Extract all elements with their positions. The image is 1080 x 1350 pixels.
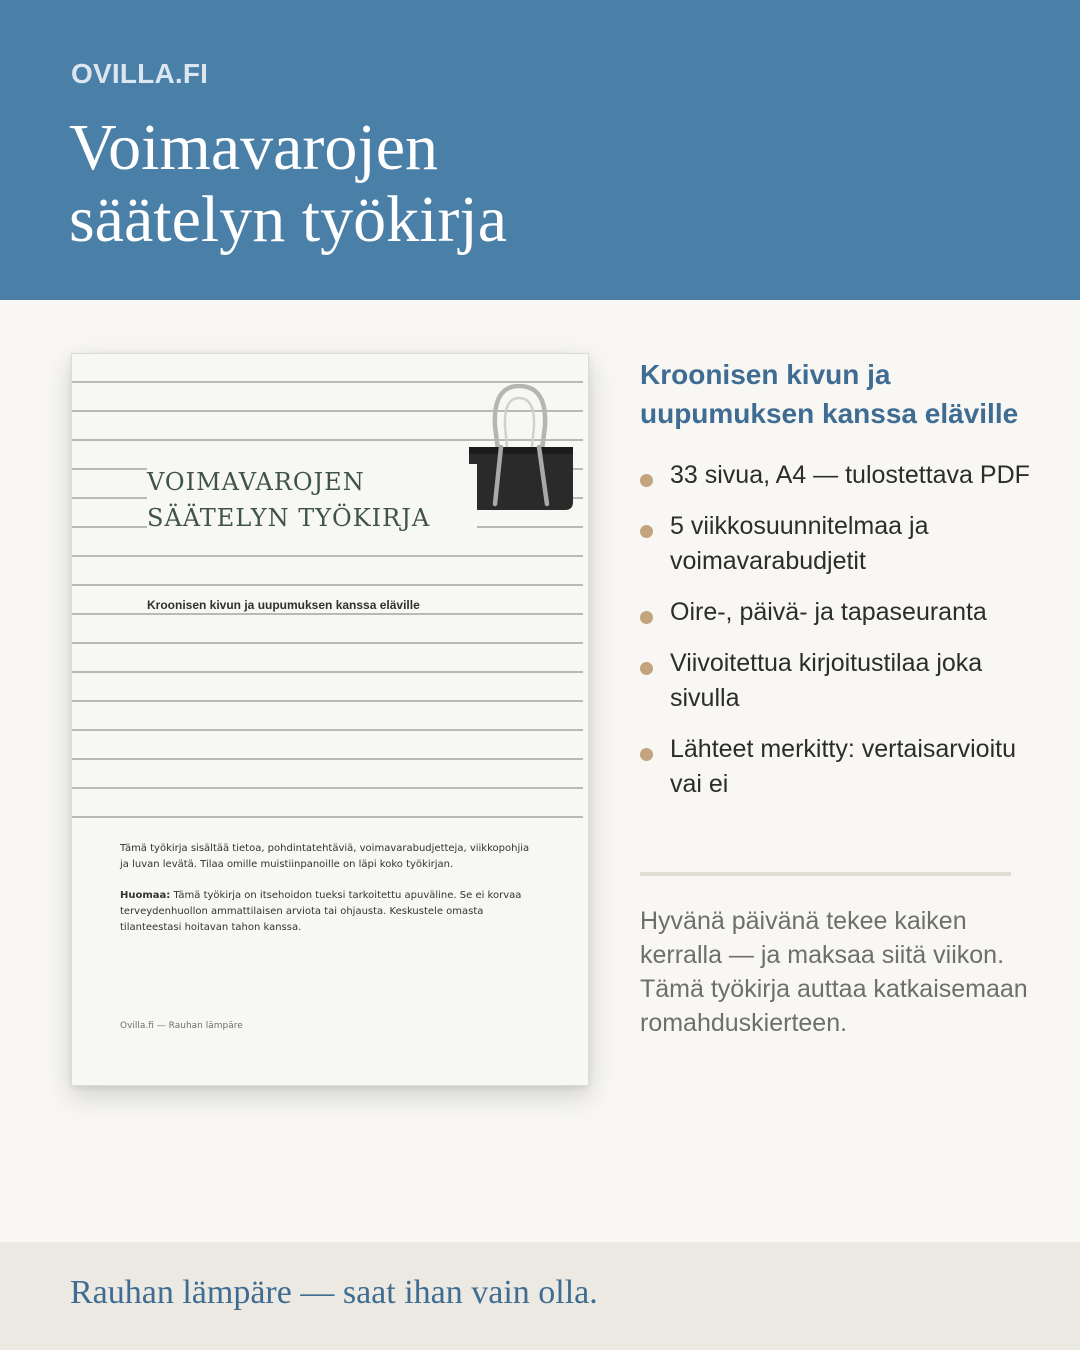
workbook-note-text: Tämä työkirja on itsehoidon tueksi tarkoitettu apuväline. Se ei korvaa terveydenhuollon ammattilaisen arviota tai ohjausta. Keskustele omasta tilanteestasi hoitavan tahon kanssa. [120,890,522,933]
workbook-note [120,888,535,936]
tagline: Hyvänä päivänä tekee kaiken kerralla — ja maksaa siitä viikon. Tämä työkirja auttaa katkaisemaan romahduskierteen. [640,907,1028,1037]
feature-item [640,509,1040,579]
bullet-dot-icon [640,611,653,624]
page-title-line-1: Voimavarojen [69,111,439,184]
feature-item [640,458,1040,493]
bullet-dot-icon [640,662,653,675]
feature-list [640,458,1040,818]
workbook-cover-preview [71,353,589,1086]
ruled-line [72,381,583,383]
binder-clip-icon [467,384,577,514]
ruled-line [72,729,583,731]
page-title-line-2: säätelyn työkirja [69,183,508,256]
bullet-dot-icon [640,525,653,538]
page-title [69,112,769,256]
bullet-dot-icon [640,474,653,487]
feature-text: Lähteet merkitty: vertaisarvioitu vai ei [670,735,1016,798]
workbook-cover-subtitle: Kroonisen kivun ja uupumuksen kanssa eläville [147,598,420,612]
ruled-line [72,787,583,789]
bullet-dot-icon [640,748,653,761]
audience-heading: Kroonisen kivun ja uupumuksen kanssa eläville [640,359,1019,429]
feature-item [640,595,1040,630]
feature-text: Viivoitettua kirjoitustilaa joka sivulla [670,649,983,712]
footer-banner [0,1242,1080,1350]
feature-text: 5 viikkosuunnitelmaa ja voimavarabudjetit [670,512,929,575]
footer-slogan: Rauhan lämpäre — saat ihan vain olla. [70,1274,598,1311]
ruled-line [72,758,583,760]
workbook-cover-title [147,464,477,536]
ruled-line [72,700,583,702]
workbook-cover-title-line-2: SÄÄTELYN TYÖKIRJA [147,504,431,532]
workbook-intro-text: Tämä työkirja sisältää tietoa, pohdintatehtäviä, voimavarabudjetteja, viikkopohjia ja luvan levätä. Tilaa omille muistiinpanoille on läpi koko työkirjan. [120,843,530,870]
ruled-line [72,584,583,586]
ruled-line [72,555,583,557]
section-divider [640,872,1011,876]
workbook-note-label: Huomaa: [120,890,171,901]
workbook-cover-body [120,841,535,936]
feature-text: 33 sivua, A4 — tulostettava PDF [670,461,1030,489]
workbook-cover-title-line-1: VOIMAVAROJEN [147,468,365,496]
feature-item [640,732,1040,802]
ruled-line [72,671,583,673]
header-banner [0,0,1080,300]
workbook-cover-footer: Ovilla.fi — Rauhan lämpäre [120,1021,243,1031]
ruled-line [72,816,583,818]
feature-item [640,646,1040,716]
ruled-line [72,613,583,615]
feature-text: Oire-, päivä- ja tapaseuranta [670,598,987,626]
brand-name: OVILLA.FI [71,58,209,89]
ruled-line [72,642,583,644]
